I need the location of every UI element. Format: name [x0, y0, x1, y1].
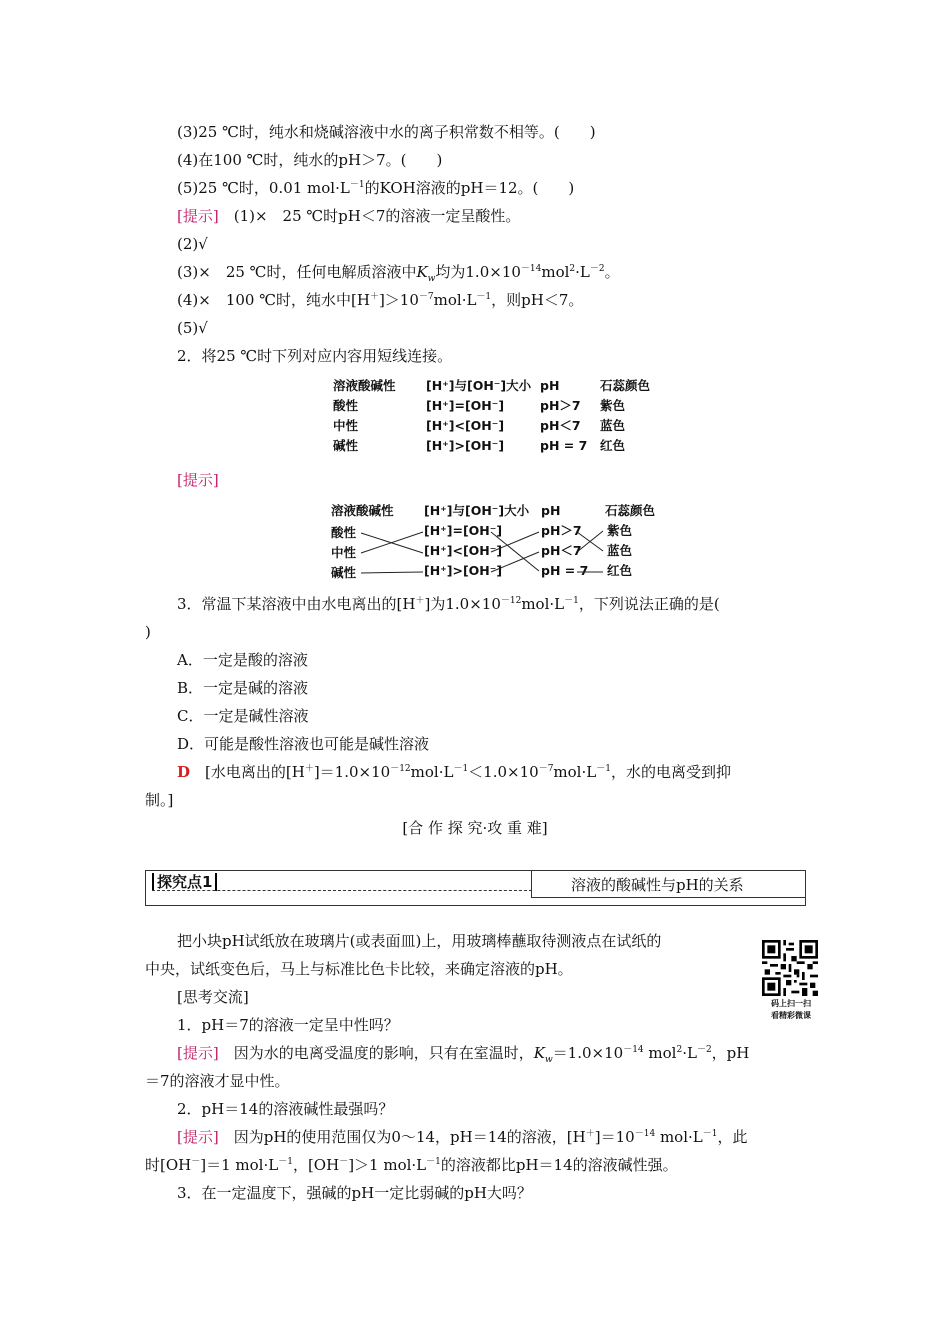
- connector-lines: [331, 501, 671, 587]
- dashed-divider: [152, 890, 532, 891]
- think-hint-2: [提示] 因为pH的使用范围仅为0～14，pH＝14的溶液，$[H^+]=10^{-14}$ $mol\cdot L^{-1}$，此: [177, 1128, 748, 1146]
- table-cell: pH = 7: [540, 438, 588, 453]
- table-cell: 蓝色: [607, 543, 633, 558]
- divider: [531, 897, 806, 898]
- hint-2: (2)√: [177, 235, 208, 253]
- question-2: 2．将25 ℃时下列对应内容用短线连接。: [177, 347, 453, 365]
- table-cell: [H⁺]=[OH⁻]: [424, 523, 503, 538]
- section-title: [合 作 探 究·攻 重 难]: [402, 819, 548, 837]
- hint-4: (4)× 100 ℃时，纯水中$[H^+]>10^{-7}mol\cdot L^{-1}$，则pH＜7。: [177, 291, 584, 309]
- table-header: pH: [541, 503, 561, 518]
- think-hint-2-cont: 时[OH－]＝1 $mol\cdot L^{-1}$，[OH－]＞1 $mol\cdot L^{-1}$的溶液都比pH＝14的溶液碱性强。: [145, 1156, 678, 1174]
- table-cell: 碱性: [331, 565, 357, 580]
- hint-label-2: [提示]: [177, 471, 219, 489]
- table-cell: [H⁺]<[OH⁻]: [426, 418, 505, 433]
- hint-5: (5)√: [177, 319, 208, 337]
- table-cell: 红色: [600, 438, 626, 453]
- table-header: pH: [540, 378, 560, 393]
- table-header: [H⁺]与[OH⁻]大小: [424, 503, 530, 518]
- table-cell: pH＞7: [541, 523, 582, 538]
- hint-label: [提示]: [177, 207, 219, 225]
- think-label: [思考交流]: [177, 988, 249, 1006]
- table-cell: pH＞7: [540, 398, 581, 413]
- explore-label: 探究点1: [152, 873, 217, 891]
- think-question-2: 2．pH＝14的溶液碱性最强吗？: [177, 1100, 394, 1118]
- table-header: 溶液酸碱性: [333, 378, 396, 393]
- option-c: C．一定是碱性溶液: [177, 707, 309, 725]
- question-3b-cont: ): [145, 623, 151, 641]
- table-header: 石蕊颜色: [605, 503, 656, 518]
- answer-line: D [水电离出的$[H^+]=1.0\times 10^{-12}mol\cdot L^{-1}<1.0\times 10^{-7}mol\cdot L^{-1}$，水的电离受到抑: [177, 763, 731, 781]
- paragraph-line: 把小块pH试纸放在玻璃片(或表面皿)上，用玻璃棒蘸取待测液点在试纸的: [177, 932, 662, 950]
- table-header: [H⁺]与[OH⁻]大小: [426, 378, 532, 393]
- table-cell: 中性: [333, 418, 359, 433]
- question-5: (5)25 ℃时，0.01 $mol\cdot L^{-1}$的KOH溶液的pH＝12。( ): [177, 179, 575, 197]
- answer-line-cont: 制。]: [145, 791, 174, 809]
- option-b: B．一定是碱的溶液: [177, 679, 309, 697]
- matching-table: [333, 376, 663, 460]
- table-cell: [H⁺]>[OH⁻]: [426, 438, 505, 453]
- divider: [531, 871, 532, 897]
- explore-bar: [145, 870, 806, 906]
- table-cell: 红色: [607, 563, 633, 578]
- table-cell: 紫色: [607, 523, 633, 538]
- table-cell: pH＜7: [541, 543, 582, 558]
- table-cell: 碱性: [333, 438, 359, 453]
- think-hint-1: [提示] 因为水的电离受温度的影响，只有在室温时，$K_w=1.0\times 10^{-14}$ $mol^2\cdot L^{-2}$，pH: [177, 1044, 750, 1065]
- option-a: A．一定是酸的溶液: [177, 651, 308, 669]
- table-cell: [H⁺]=[OH⁻]: [426, 398, 505, 413]
- table-cell: 酸性: [331, 525, 357, 540]
- option-d: D．可能是酸性溶液也可能是碱性溶液: [177, 735, 430, 753]
- table-cell: pH = 7: [541, 563, 589, 578]
- table-cell: 酸性: [333, 398, 359, 413]
- question-3b: 3．常温下某溶液中由水电离出的[H＋]为$1.0\times 10^{-12}mol\cdot L^{-1}$，下列说法正确的是(: [177, 595, 720, 613]
- explore-topic: 溶液的酸碱性与pH的关系: [571, 876, 744, 894]
- table-header: 溶液酸碱性: [331, 503, 394, 518]
- paragraph-line: 中央，试纸变色后，马上与标准比色卡比较，来确定溶液的pH。: [145, 960, 573, 978]
- table-cell: 蓝色: [600, 418, 626, 433]
- think-question-1: 1．pH＝7的溶液一定呈中性吗？: [177, 1016, 399, 1034]
- question-4: (4)在100 ℃时，纯水的pH＞7。( ): [177, 151, 443, 169]
- qr-code-icon: [762, 940, 818, 996]
- matching-table-answer: [331, 501, 671, 585]
- hint-1: [提示] (1)× 25 ℃时pH＜7的溶液一定呈酸性。: [177, 207, 521, 225]
- table-cell: 中性: [331, 545, 357, 560]
- qr-caption: 码上扫一扫 看精彩微课: [771, 999, 811, 1020]
- answer-letter: D: [177, 763, 191, 781]
- table-cell: pH＜7: [540, 418, 581, 433]
- think-question-3: 3．在一定温度下，强碱的pH一定比弱碱的pH大吗？: [177, 1184, 532, 1202]
- table-cell: 紫色: [600, 398, 626, 413]
- table-cell: [H⁺]>[OH⁻]: [424, 563, 503, 578]
- question-3: (3)25 ℃时，纯水和烧碱溶液中水的离子积常数不相等。( ): [177, 123, 596, 141]
- hint-3: (3)× 25 ℃时，任何电解质溶液中$K_w$均为$1.0\times 10^{-14}mol^2\cdot L^{-2}$。: [177, 263, 620, 284]
- think-hint-1-cont: ＝7的溶液才显中性。: [145, 1072, 290, 1090]
- table-cell: [H⁺]<[OH⁻]: [424, 543, 503, 558]
- table-header: 石蕊颜色: [600, 378, 651, 393]
